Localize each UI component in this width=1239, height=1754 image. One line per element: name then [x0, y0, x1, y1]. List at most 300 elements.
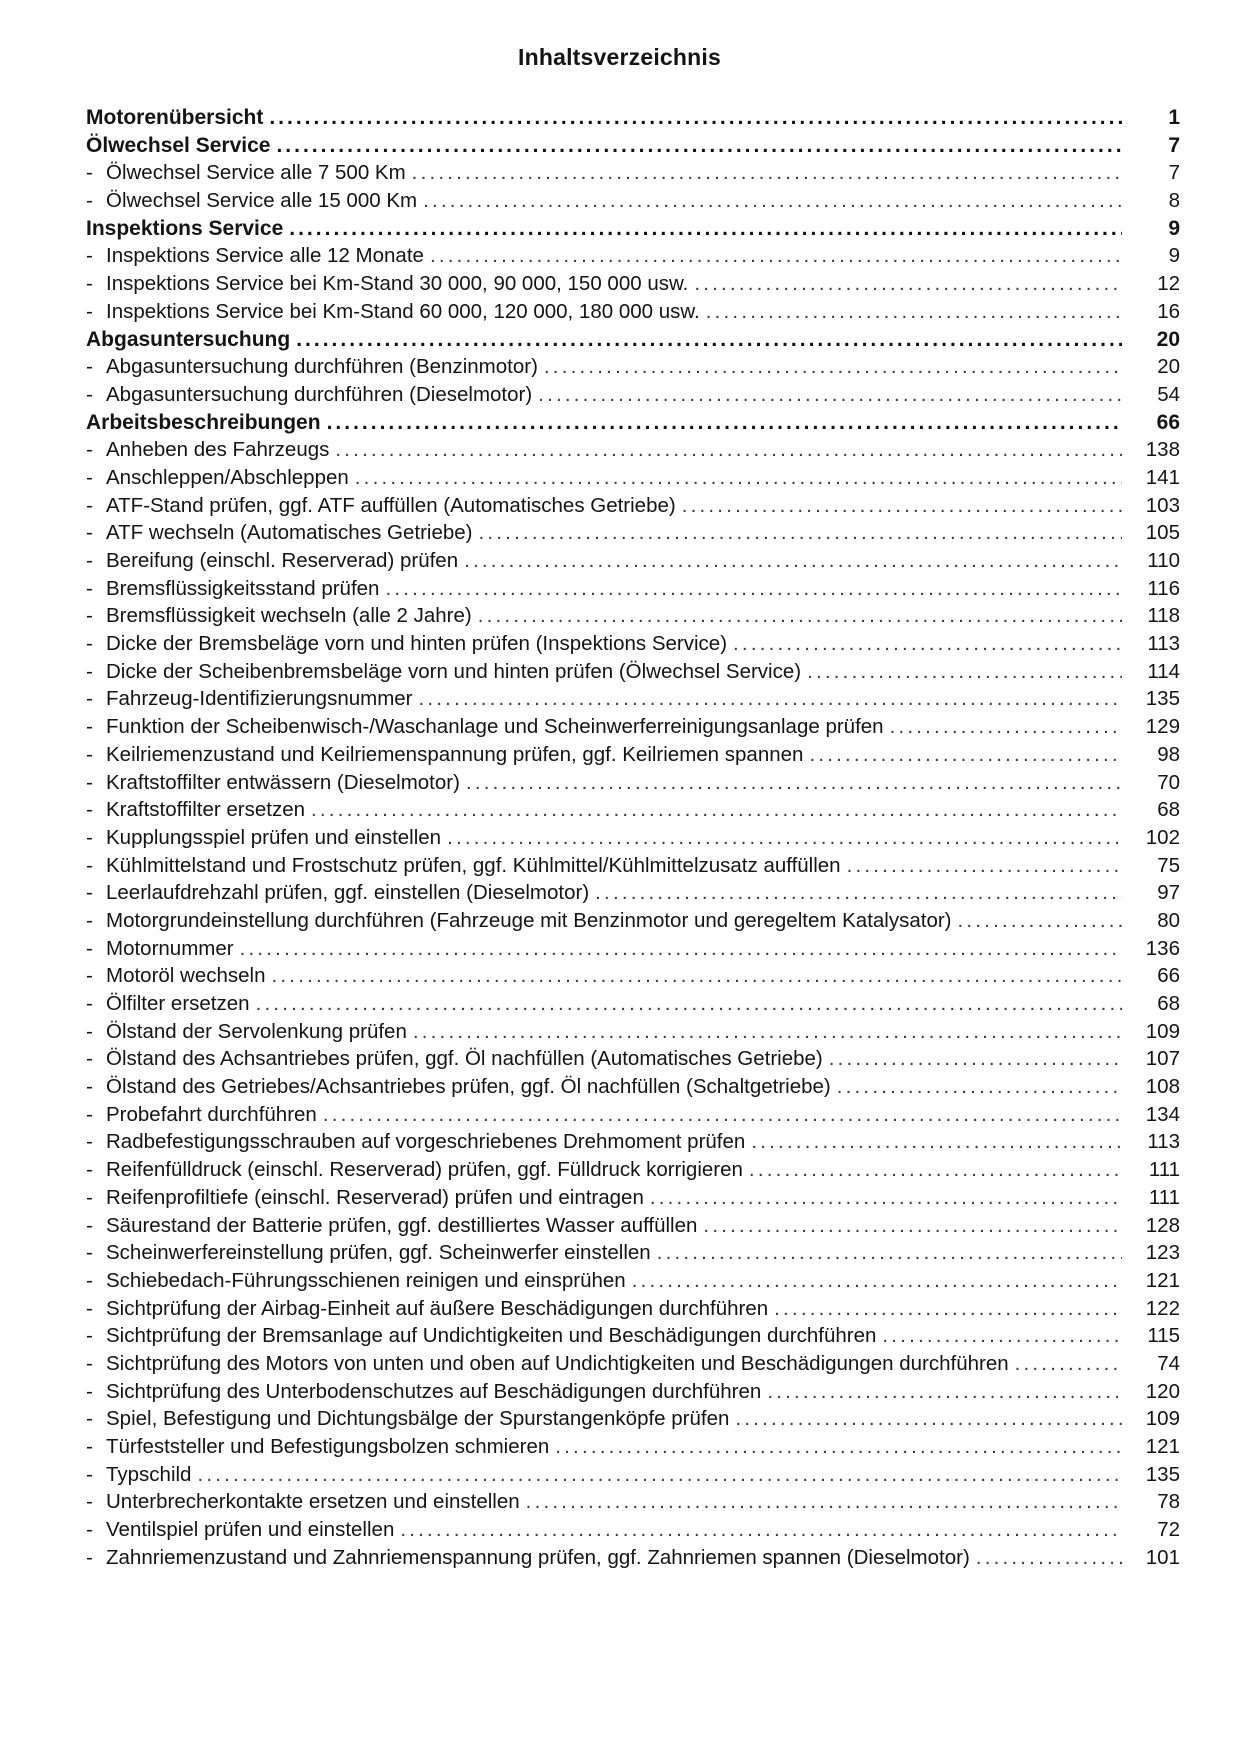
toc-entry	[86, 879, 595, 907]
toc-entry	[86, 935, 240, 963]
bullet-dash: -	[86, 825, 93, 849]
toc-item-row	[86, 769, 1184, 797]
dot-leader	[882, 1322, 1122, 1350]
toc-item-row	[86, 270, 1184, 298]
dot-leader	[807, 658, 1122, 686]
toc-entry-label: Abgasuntersuchung	[86, 327, 291, 351]
dot-leader	[197, 1461, 1122, 1489]
toc-item-row	[86, 1544, 1184, 1572]
toc-page-number: 110	[1147, 549, 1180, 572]
toc-page-number: 68	[1157, 992, 1180, 1015]
toc-page-number: 68	[1157, 798, 1180, 822]
toc-entry-label: Sichtprüfung des Motors von unten und oben auf Undichtigkeiten und Beschädigungen durchführen	[106, 1351, 1009, 1375]
bullet-dash: -	[86, 1019, 93, 1043]
toc-entry-label: Scheinwerfereinstellung prüfen, ggf. Scheinwerfer einstellen	[106, 1241, 651, 1265]
toc-item-row	[86, 713, 1184, 741]
bullet-dash: -	[86, 715, 93, 739]
toc-entry	[86, 187, 423, 215]
toc-entry	[86, 741, 809, 769]
toc-entry-label: Ventilspiel prüfen und einstellen	[106, 1518, 395, 1542]
dot-leader	[555, 1433, 1122, 1461]
toc-entry	[86, 852, 847, 880]
toc-page-number: 1	[1168, 106, 1180, 129]
toc-entry-label: Sichtprüfung der Airbag-Einheit auf äußere Beschädigungen durchführen	[106, 1296, 769, 1320]
toc-page-number: 9	[1168, 244, 1180, 268]
toc-page-number: 141	[1145, 465, 1180, 489]
dot-leader	[595, 879, 1122, 907]
toc-page-number: 66	[1156, 410, 1180, 434]
toc-item-row	[86, 381, 1184, 409]
toc-item-row	[86, 575, 1184, 603]
toc-page-number: 123	[1145, 1241, 1180, 1265]
toc-section-row	[86, 132, 1184, 160]
toc-entry	[86, 1212, 703, 1240]
toc-entry-label: Schiebedach-Führungsschienen reinigen und einsprühen	[106, 1268, 626, 1292]
toc-page-number: 80	[1157, 908, 1180, 932]
dot-leader	[413, 1018, 1122, 1046]
dot-leader	[837, 1073, 1122, 1101]
toc-entry	[86, 1101, 323, 1129]
bullet-dash: -	[86, 770, 93, 794]
toc-page-number: 9	[1168, 216, 1180, 240]
toc-page-number: 7	[1168, 133, 1180, 157]
bullet-dash: -	[86, 189, 93, 213]
toc-entry-label: Zahnriemenzustand und Zahnriemenspannung prüfen, ggf. Zahnriemen spannen (Dieselmotor)	[106, 1545, 970, 1569]
toc-entry	[86, 519, 478, 547]
bullet-dash: -	[86, 382, 93, 406]
toc-page-number: 7	[1168, 161, 1180, 185]
toc-entry-label: Funktion der Scheibenwisch-/Waschanlage und Scheinwerferreinigungsanlage prüfen	[106, 715, 884, 739]
dot-leader	[430, 242, 1122, 270]
dot-leader	[412, 159, 1122, 187]
toc-entry-label: Ölfilter ersetzen	[106, 992, 250, 1015]
bullet-dash: -	[86, 1213, 93, 1237]
toc-entry	[86, 1405, 735, 1433]
dot-leader	[749, 1156, 1122, 1184]
bullet-dash: -	[86, 1435, 93, 1458]
toc-entry	[86, 575, 385, 603]
toc-entry-label: Sichtprüfung der Bremsanlage auf Undichtigkeiten und Beschädigungen durchführen	[106, 1324, 877, 1348]
dot-leader	[256, 990, 1122, 1018]
toc-page-number: 121	[1145, 1268, 1180, 1292]
bullet-dash: -	[86, 355, 93, 379]
toc-item-row	[86, 547, 1184, 575]
toc-entry-label: Ölstand des Achsantriebes prüfen, ggf. Öl nachfüllen (Automatisches Getriebe)	[106, 1047, 823, 1071]
toc-item-row	[86, 1184, 1184, 1212]
dot-leader	[478, 519, 1122, 547]
dot-leader	[276, 132, 1122, 160]
bullet-dash: -	[86, 1407, 93, 1431]
toc-entry-label: Sichtprüfung des Unterbodenschutzes auf Beschädigungen durchführen	[106, 1379, 762, 1403]
toc-page-number: 72	[1157, 1518, 1180, 1542]
toc-entry	[86, 1544, 976, 1572]
toc-entry	[86, 990, 256, 1018]
bullet-dash: -	[86, 1545, 93, 1569]
toc-entry-label: Bremsflüssigkeitsstand prüfen	[106, 576, 380, 600]
toc-page-number: 66	[1157, 964, 1180, 988]
toc-page-number: 111	[1148, 1185, 1180, 1209]
toc-entry-label: Motornummer	[106, 936, 234, 960]
dot-leader	[1015, 1350, 1122, 1378]
toc-entry	[86, 1239, 657, 1267]
bullet-dash: -	[86, 576, 93, 600]
bullet-dash: -	[86, 1075, 93, 1099]
toc-entry	[86, 1322, 882, 1350]
toc-item-row	[86, 298, 1184, 326]
toc-item-row	[86, 1212, 1184, 1240]
toc-item-row	[86, 824, 1184, 852]
toc-entry	[86, 658, 807, 686]
toc-item-row	[86, 436, 1184, 464]
toc-section-row	[86, 326, 1184, 354]
dot-leader	[296, 326, 1122, 354]
toc-page-number: 122	[1145, 1296, 1180, 1320]
toc-page-number: 54	[1157, 382, 1180, 406]
toc-item-row	[86, 1073, 1184, 1101]
page-title: Inhaltsverzeichnis	[517, 44, 721, 70]
toc-page-number: 105	[1145, 521, 1180, 545]
toc-entry	[86, 1184, 650, 1212]
bullet-dash: -	[86, 1268, 93, 1292]
toc-entry-label: Kupplungsspiel prüfen und einstellen	[106, 825, 442, 849]
dot-leader	[335, 436, 1122, 464]
dot-leader	[464, 547, 1122, 575]
toc-entry-label: Abgasuntersuchung durchführen (Dieselmotor)	[106, 382, 533, 406]
bullet-dash: -	[86, 992, 93, 1015]
bullet-dash: -	[86, 908, 93, 932]
dot-leader	[269, 104, 1122, 132]
toc-item-row	[86, 242, 1184, 270]
toc-entry-label: Abgasuntersuchung durchführen (Benzinmotor)	[106, 355, 538, 379]
toc-item-row	[86, 602, 1184, 630]
toc-entry-label: Ölstand der Servolenkung prüfen	[106, 1019, 407, 1043]
dot-leader	[272, 962, 1122, 990]
toc-page-number: 98	[1157, 742, 1180, 766]
toc-page-number: 97	[1157, 881, 1180, 905]
toc-item-row	[86, 1267, 1184, 1295]
toc-item-row	[86, 796, 1184, 824]
toc-item-row	[86, 1405, 1184, 1433]
toc-page-number: 103	[1145, 493, 1180, 517]
toc-item-row	[86, 1322, 1184, 1350]
toc-item-row	[86, 852, 1184, 880]
toc-item-row	[86, 1101, 1184, 1129]
toc-entry	[86, 1516, 400, 1544]
toc-item-row	[86, 907, 1184, 935]
toc-entry	[86, 602, 478, 630]
toc-page-number: 8	[1168, 189, 1180, 213]
toc-entry-label: Bremsflüssigkeit wechseln (alle 2 Jahre)	[106, 604, 472, 628]
toc-entry-label: Radbefestigungsschrauben auf vorgeschriebenes Drehmoment prüfen	[106, 1130, 746, 1154]
bullet-dash: -	[86, 1379, 93, 1403]
bullet-dash: -	[86, 272, 93, 296]
bullet-dash: -	[86, 1158, 93, 1182]
toc-entry-label: Motorgrundeinstellung durchführen (Fahrzeuge mit Benzinmotor und geregeltem Katalysator)	[106, 908, 952, 932]
dot-leader	[385, 575, 1122, 603]
dot-leader	[809, 741, 1122, 769]
toc-entry	[86, 270, 694, 298]
toc-section-row	[86, 104, 1184, 132]
dot-leader	[706, 298, 1122, 326]
toc-entry-label: Bereifung (einschl. Reserverad) prüfen	[106, 549, 459, 572]
bullet-dash: -	[86, 936, 93, 960]
bullet-dash: -	[86, 1185, 93, 1209]
toc-page-number: 113	[1147, 632, 1180, 656]
toc-entry	[86, 1018, 413, 1046]
toc-entry	[86, 381, 538, 409]
bullet-dash: -	[86, 604, 93, 628]
toc-entry	[86, 1488, 526, 1516]
toc-item-row	[86, 1378, 1184, 1406]
toc-entry-label: Kraftstoffilter entwässern (Dieselmotor)	[106, 770, 460, 794]
toc-entry	[86, 824, 447, 852]
toc-entry-label: Säurestand der Batterie prüfen, ggf. destilliertes Wasser auffüllen	[106, 1213, 698, 1237]
bullet-dash: -	[86, 1241, 93, 1265]
dot-leader	[447, 824, 1122, 852]
toc-entry	[86, 132, 276, 160]
dot-leader	[751, 1128, 1122, 1156]
bullet-dash: -	[86, 549, 93, 572]
bullet-dash: -	[86, 853, 93, 877]
bullet-dash: -	[86, 1296, 93, 1320]
toc-page-number: 136	[1145, 936, 1180, 960]
dot-leader	[774, 1295, 1122, 1323]
toc-page-number: 74	[1157, 1351, 1180, 1375]
dot-leader	[323, 1101, 1122, 1129]
dot-leader	[767, 1378, 1122, 1406]
toc-entry-label: Probefahrt durchführen	[106, 1102, 317, 1126]
toc-entry-label: Reifenfülldruck (einschl. Reserverad) prüfen, ggf. Fülldruck korrigieren	[106, 1158, 743, 1182]
dot-leader	[650, 1184, 1122, 1212]
dot-leader	[423, 187, 1122, 215]
toc-item-row	[86, 630, 1184, 658]
toc-page-number: 102	[1145, 825, 1180, 849]
toc-entry	[86, 353, 544, 381]
toc-item-row	[86, 658, 1184, 686]
toc-item-row	[86, 1045, 1184, 1073]
dot-leader	[240, 935, 1122, 963]
bullet-dash: -	[86, 493, 93, 517]
bullet-dash: -	[86, 1130, 93, 1154]
toc-page-number: 75	[1157, 853, 1180, 877]
dot-leader	[466, 769, 1122, 797]
toc-page-number: 109	[1145, 1407, 1180, 1431]
toc-item-row	[86, 990, 1184, 1018]
toc-item-row	[86, 1239, 1184, 1267]
dot-leader	[538, 381, 1122, 409]
bullet-dash: -	[86, 438, 93, 462]
toc-item-row	[86, 492, 1184, 520]
toc-page-number: 20	[1157, 355, 1180, 379]
toc-entry-label: Ölwechsel Service alle 15 000 Km	[106, 189, 418, 213]
toc-entry-label: Dicke der Scheibenbremsbeläge vorn und hinten prüfen (Ölwechsel Service)	[106, 659, 802, 683]
toc-entry	[86, 1128, 751, 1156]
toc-page-number: 113	[1147, 1130, 1180, 1154]
dot-leader	[355, 464, 1122, 492]
toc-item-row	[86, 1018, 1184, 1046]
toc-page-number: 12	[1157, 272, 1180, 296]
toc-entry	[86, 1267, 632, 1295]
dot-leader	[976, 1544, 1122, 1572]
toc-entry	[86, 547, 464, 575]
bullet-dash: -	[86, 1490, 93, 1514]
dot-leader	[419, 685, 1123, 713]
toc-entry-label: Fahrzeug-Identifizierungsnummer	[106, 687, 413, 711]
toc-entry-label: Reifenprofiltiefe (einschl. Reserverad) prüfen und eintragen	[106, 1185, 644, 1209]
toc-entry-label: Inspektions Service	[86, 216, 284, 240]
toc-item-row	[86, 1461, 1184, 1489]
toc-entry	[86, 1045, 829, 1073]
dot-leader	[703, 1212, 1122, 1240]
toc-entry-label: Ölwechsel Service	[86, 133, 271, 157]
toc-page-number: 70	[1157, 770, 1180, 794]
toc-entry	[86, 962, 272, 990]
toc-entry-label: ATF-Stand prüfen, ggf. ATF auffüllen (Automatisches Getriebe)	[106, 493, 676, 517]
toc-entry-label: Unterbrecherkontakte ersetzen und einstellen	[106, 1490, 520, 1514]
toc-entry	[86, 104, 269, 132]
toc-item-row	[86, 1128, 1184, 1156]
bullet-dash: -	[86, 521, 93, 545]
dot-leader	[847, 852, 1122, 880]
toc-entry-label: Leerlaufdrehzahl prüfen, ggf. einstellen (Dieselmotor)	[106, 881, 590, 905]
dot-leader	[400, 1516, 1122, 1544]
bullet-dash: -	[86, 881, 93, 905]
dot-leader	[311, 796, 1122, 824]
toc-entry-label: Türfeststeller und Befestigungsbolzen schmieren	[106, 1435, 550, 1458]
bullet-dash: -	[86, 161, 93, 185]
toc-page-number: 115	[1147, 1324, 1180, 1348]
bullet-dash: -	[86, 742, 93, 766]
bullet-dash: -	[86, 244, 93, 268]
toc-entry	[86, 436, 335, 464]
bullet-dash: -	[86, 659, 93, 683]
dot-leader	[327, 409, 1122, 437]
bullet-dash: -	[86, 964, 93, 988]
dot-leader	[890, 713, 1122, 741]
toc-entry	[86, 796, 311, 824]
bullet-dash: -	[86, 299, 93, 323]
toc-item-row	[86, 879, 1184, 907]
dot-leader	[682, 492, 1122, 520]
toc-entry-label: Arbeitsbeschreibungen	[86, 410, 321, 434]
dot-leader	[289, 215, 1122, 243]
dot-leader	[829, 1045, 1122, 1073]
toc-entry-label: Motoröl wechseln	[106, 964, 266, 988]
toc-page-number: 101	[1145, 1545, 1180, 1569]
toc-item-row	[86, 1295, 1184, 1323]
toc-entry-label: Keilriemenzustand und Keilriemenspannung prüfen, ggf. Keilriemen spannen	[106, 742, 804, 766]
toc-item-row	[86, 353, 1184, 381]
toc-entry	[86, 630, 733, 658]
bullet-dash: -	[86, 1324, 93, 1348]
toc-entry-label: Inspektions Service bei Km-Stand 30 000, 90 000, 150 000 usw.	[106, 272, 689, 296]
toc-page-number: 111	[1148, 1158, 1180, 1182]
toc-entry-label: Inspektions Service alle 12 Monate	[106, 244, 424, 268]
toc-item-row	[86, 1156, 1184, 1184]
toc-entry	[86, 159, 412, 187]
toc-entry-label: Ölstand des Getriebes/Achsantriebes prüfen, ggf. Öl nachfüllen (Schaltgetriebe)	[106, 1075, 831, 1099]
bullet-dash: -	[86, 1047, 93, 1071]
toc-entry	[86, 769, 466, 797]
toc-entry-label: Motorenübersicht	[86, 106, 264, 129]
table-of-contents	[86, 104, 1184, 1571]
toc-item-row	[86, 519, 1184, 547]
dot-leader	[657, 1239, 1122, 1267]
bullet-dash: -	[86, 1518, 93, 1542]
toc-page-number: 128	[1145, 1213, 1180, 1237]
toc-entry	[86, 907, 958, 935]
toc-entry-label: Anschleppen/Abschleppen	[106, 465, 349, 489]
dot-leader	[478, 602, 1122, 630]
toc-page-number: 78	[1157, 1490, 1180, 1514]
toc-page-number: 114	[1147, 659, 1180, 683]
toc-entry	[86, 492, 682, 520]
toc-entry-label: Spiel, Befestigung und Dichtungsbälge der Spurstangenköpfe prüfen	[106, 1407, 730, 1431]
toc-entry	[86, 1378, 767, 1406]
toc-entry-label: Typschild	[106, 1462, 192, 1486]
bullet-dash: -	[86, 1102, 93, 1126]
toc-page-number: 135	[1145, 1462, 1180, 1486]
toc-item-row	[86, 1516, 1184, 1544]
toc-entry-label: Ölwechsel Service alle 7 500 Km	[106, 161, 406, 185]
toc-entry	[86, 409, 327, 437]
toc-entry	[86, 713, 890, 741]
bullet-dash: -	[86, 798, 93, 822]
toc-entry	[86, 1156, 749, 1184]
toc-page-number: 121	[1145, 1435, 1180, 1458]
dot-leader	[694, 270, 1122, 298]
toc-item-row	[86, 464, 1184, 492]
toc-page-number: 116	[1147, 576, 1180, 600]
toc-page-number: 120	[1145, 1379, 1180, 1403]
toc-entry	[86, 298, 706, 326]
toc-entry	[86, 1073, 837, 1101]
toc-item-row	[86, 741, 1184, 769]
toc-entry	[86, 1295, 774, 1323]
bullet-dash: -	[86, 632, 93, 656]
toc-page-number: 129	[1145, 715, 1180, 739]
toc-entry	[86, 215, 289, 243]
dot-leader	[958, 907, 1122, 935]
toc-page-number: 135	[1145, 687, 1180, 711]
toc-item-row	[86, 1488, 1184, 1516]
toc-entry	[86, 1461, 197, 1489]
toc-item-row	[86, 935, 1184, 963]
toc-entry-label: ATF wechseln (Automatisches Getriebe)	[106, 521, 473, 545]
bullet-dash: -	[86, 1462, 93, 1486]
toc-page-number: 134	[1145, 1102, 1180, 1126]
toc-item-row	[86, 159, 1184, 187]
toc-item-row	[86, 1433, 1184, 1461]
dot-leader	[526, 1488, 1122, 1516]
dot-leader	[632, 1267, 1122, 1295]
bullet-dash: -	[86, 687, 93, 711]
toc-entry	[86, 1350, 1015, 1378]
toc-item-row	[86, 685, 1184, 713]
toc-page-number: 108	[1145, 1075, 1180, 1099]
toc-item-row	[86, 1350, 1184, 1378]
toc-entry-label: Inspektions Service bei Km-Stand 60 000, 120 000, 180 000 usw.	[106, 299, 700, 323]
toc-section-row	[86, 215, 1184, 243]
toc-entry	[86, 685, 419, 713]
dot-leader	[733, 630, 1122, 658]
toc-entry-label: Dicke der Bremsbeläge vorn und hinten prüfen (Inspektions Service)	[106, 632, 728, 656]
dot-leader	[735, 1405, 1122, 1433]
toc-entry-label: Kraftstoffilter ersetzen	[106, 798, 306, 822]
toc-page-number: 138	[1145, 438, 1180, 462]
toc-entry-label: Kühlmittelstand und Frostschutz prüfen, ggf. Kühlmittel/Kühlmittelzusatz auffüllen	[106, 853, 841, 877]
toc-page-number: 109	[1145, 1019, 1180, 1043]
